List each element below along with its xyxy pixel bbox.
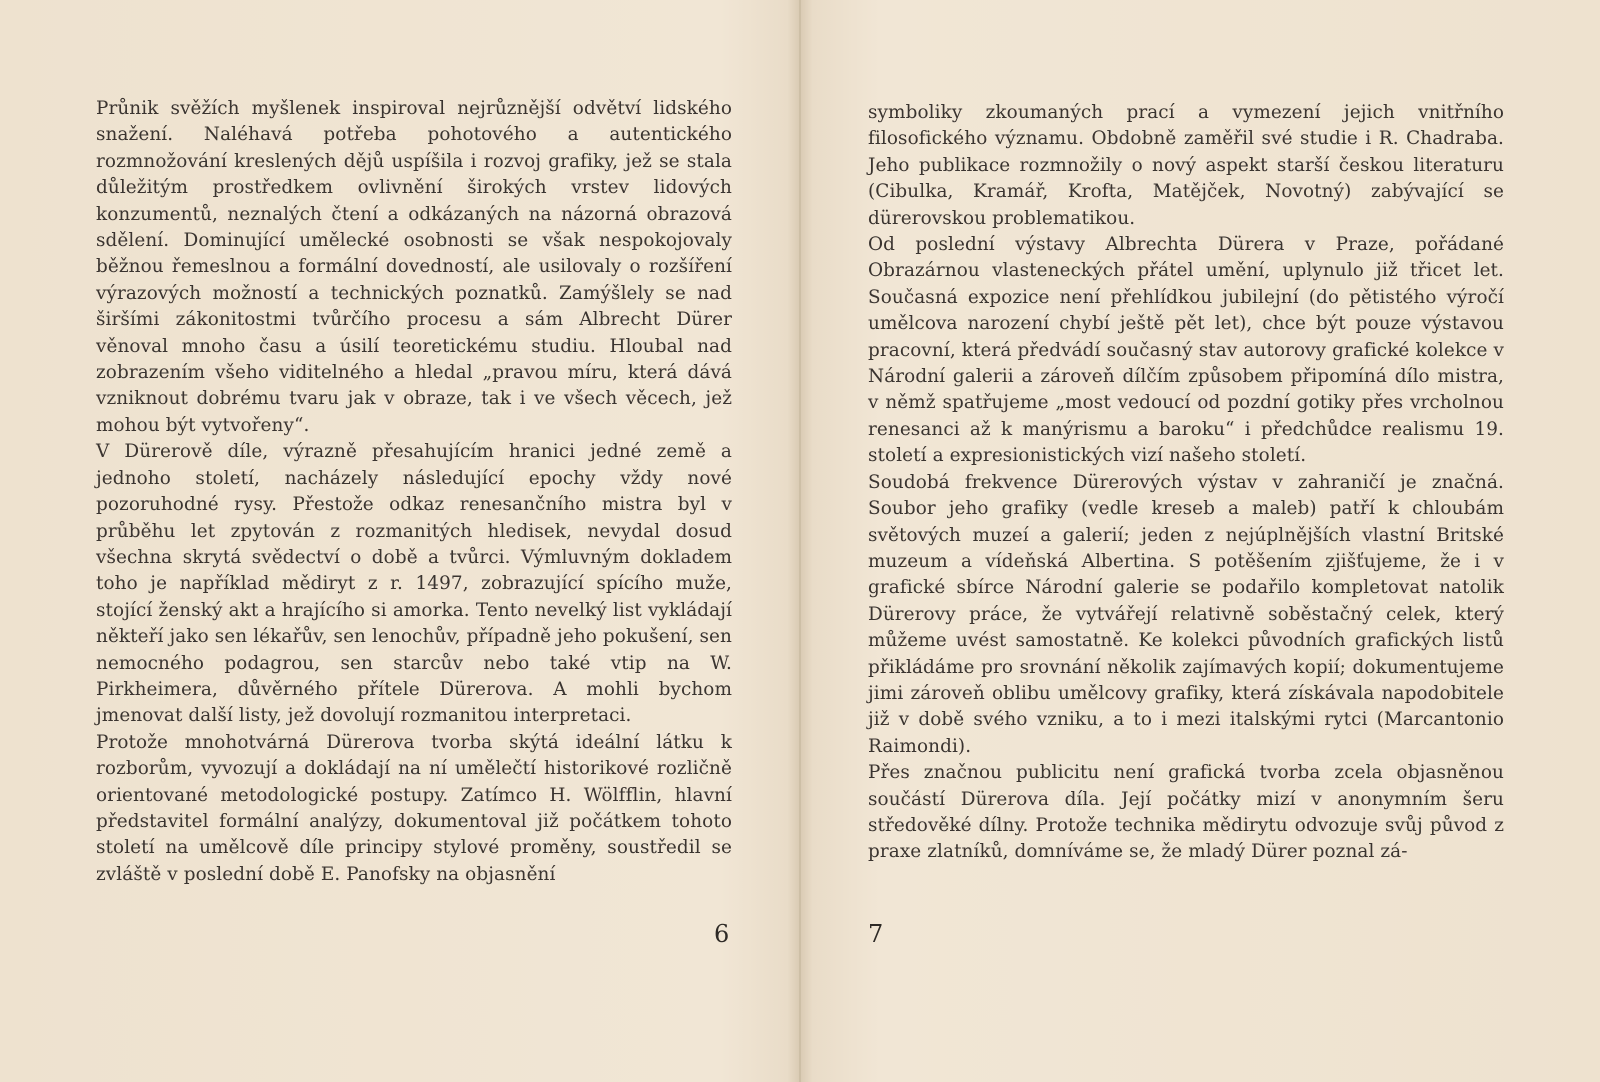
left-page-text: [96, 96, 732, 888]
right-paragraph-1: symboliky zkoumaných prací a vymezení jejich vnitřního filosofického významu. Obdobně zaměřil své studie i R. Chadraba. Jeho publikace rozmnožily o nový aspekt starší českou literaturu (Cibulka, Kramář, Krofta, Matějček, Novotný) zabývající se dürerovskou problematikou.: [868, 102, 1504, 229]
right-paragraph-3: Soudobá frekvence Dürerových výstav v zahraničí je značná. Soubor jeho grafiky (vedle kreseb a maleb) patří k chloubám světových muzeí a galerií; jeden z nejúplnějších vlastní Britské muzeum a vídeňská Albertina. S potěšením zjišťujeme, že i v grafické sbírce Národní galerie se podařilo kompletovat natolik Dürerovy práce, že vytvářejí relativně soběstačný celek, který můžeme uvést samostatně. Ke kolekci původních grafických listů přikládáme pro srovnání několik zajímavých kopií; dokumentujeme jimi zároveň oblibu umělcovy grafiky, která získávala napodobitele již v době svého vzniku, a to i mezi italskými rytci (Marcantonio Raimondi).: [868, 471, 1504, 757]
left-paragraph-2: V Dürerově díle, výrazně přesahujícím hranici jedné země a jednoho století, nacházely následující epochy vždy nové pozoruhodné rysy. Přestože odkaz renesančního mistra byl v průběhu let zpytován z rozmanitých hledisek, nevydal dosud všechna skrytá svědectví o době a tvůrci. Výmluvným dokladem toho je například mědiryt z r. 1497, zobrazující spícího muže, stojící ženský akt a hrajícího si amorka. Tento nevelký list vykládají někteří jako sen lékařův, sen lenochův, případně jeho pokušení, sen nemocného podagrou, sen starcův nebo také vtip na W. Pirkheimera, důvěrného přítele Dürerova. A mohli bychom jmenovat další listy, jež dovolují rozmanitou interpretaci.: [96, 441, 732, 727]
right-page-number: 7: [868, 920, 884, 948]
book-gutter: [799, 0, 801, 1082]
left-paragraph-3: Protože mnohotvárná Dürerova tvorba skýtá ideální látku k rozborům, vyvozují a dokládají na ní umělečtí historikové rozličně orientované metodologické postupy. Zatímco H. Wölfflin, hlavní představitel formální analýzy, dokumentoval již počátkem tohoto století na umělcově díle principy stylové proměny, soustředil se zvláště v poslední době E. Panofsky na objasnění: [96, 731, 732, 885]
right-paragraph-4: Přes značnou publicitu není grafická tvorba zcela objasněnou součástí Dürerova díla. Její počátky mizí v anonymním šeru středověké dílny. Protože technika mědirytu odvozuje svůj původ z praxe zlatníků, domníváme se, že mladý Dürer poznal zá-: [868, 762, 1504, 863]
left-page-number: 6: [714, 920, 730, 948]
right-paragraph-2: Od poslední výstavy Albrechta Dürera v Praze, pořádané Obrazárnou vlasteneckých přátel umění, uplynulo již třicet let. Současná expozice není přehlídkou jubilejní (do pětistého výročí umělcova narození chybí ještě pět let), chce být pouze výstavou pracovní, která předvádí současný stav autorovy grafické kolekce v Národní galerii a zároveň dílčím způsobem připomíná dílo mistra, v němž spatřujeme „most vedoucí od pozdní gotiky přes vrcholnou renesanci až k manýrismu a baroku“ i předchůdce realismu 19. století a expresionistických vizí našeho století.: [868, 234, 1504, 467]
right-page-text: [868, 100, 1504, 866]
left-paragraph-1: Průnik svěžích myšlenek inspiroval nejrůznější odvětví lidského snažení. Naléhavá potřeba pohotového a autentického rozmnožování kreslených dějů uspíšila i rozvoj grafiky, jež se stala důležitým prostředkem ovlivnění širokých vrstev lidových konzumentů, neznalých čtení a odkázaných na názorná obrazová sdělení. Dominující umělecké osobnosti se však nespokojovaly běžnou řemeslnou a formální dovedností, ale usilovaly o rozšíření výrazových možností a technických poznatků. Zamýšlely se nad širšími zákonitostmi tvůrčího procesu a sám Albrecht Dürer věnoval mnoho času a úsilí teoretickému studiu. Hloubal nad zobrazením všeho viditelného a hledal „pravou míru, která dává vzniknout dobrému tvaru jak v obraze, tak i ve všech věcech, jež mohou být vytvořeny“.: [96, 98, 732, 436]
